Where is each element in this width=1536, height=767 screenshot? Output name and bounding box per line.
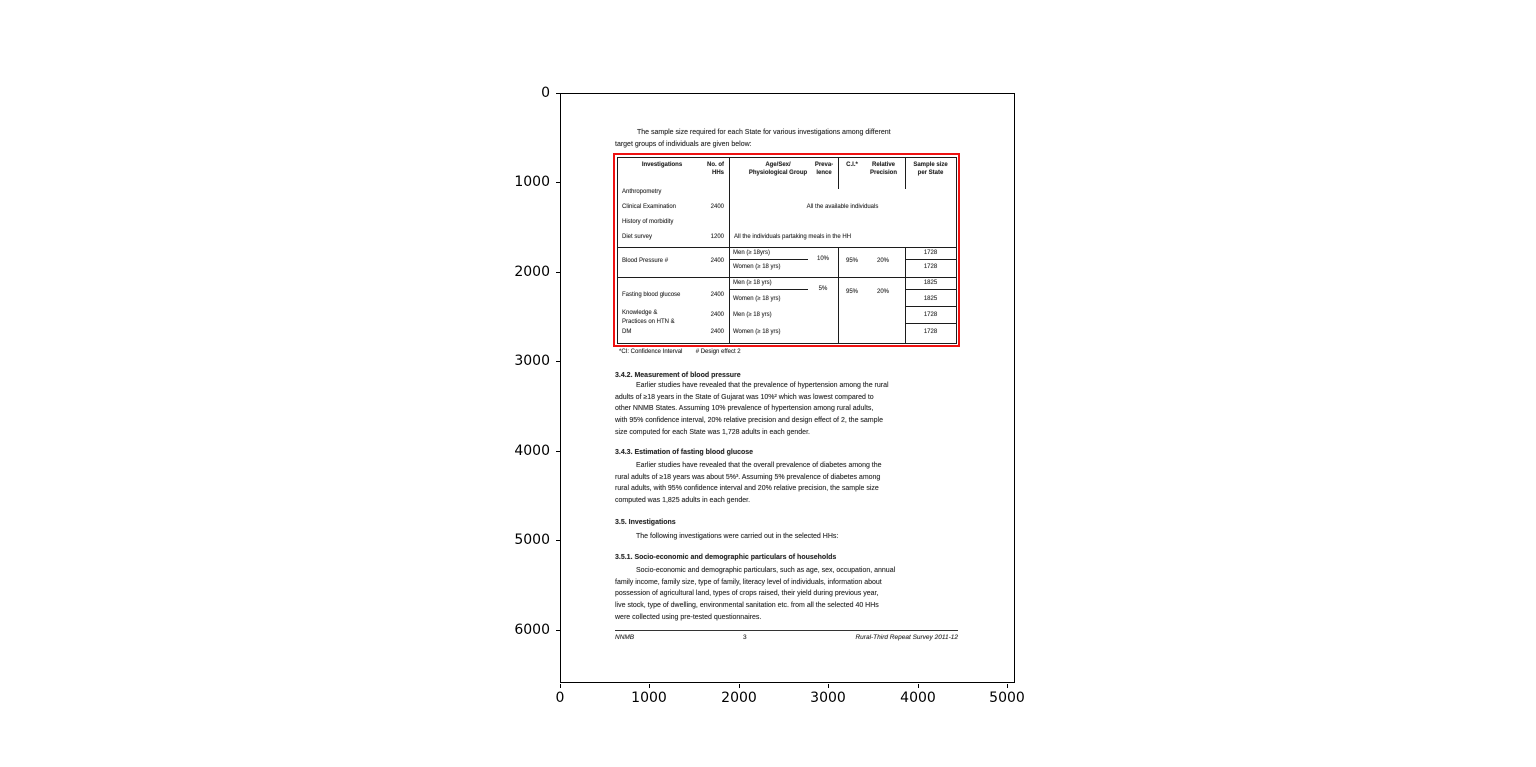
- table-cell: 95%: [845, 289, 858, 295]
- intro-line: target groups of individuals are given below:: [615, 141, 752, 148]
- table-line: [729, 289, 808, 290]
- table-line: [905, 259, 956, 260]
- x-tick-mark: [649, 684, 650, 688]
- page-number: 3: [743, 634, 747, 641]
- table-cell: Men (≥ 18 yrs): [733, 280, 772, 286]
- y-axis-tick: 1000: [514, 174, 550, 190]
- x-axis-tick: 5000: [989, 690, 1025, 706]
- table-cell: Fasting blood glucose: [622, 292, 681, 298]
- section-paragraph: [615, 565, 959, 623]
- table-cell: 95%: [845, 258, 858, 264]
- section-paragraph: [615, 460, 959, 507]
- text-line: size computed for each State was 1,728 adults in each gender.: [615, 428, 810, 436]
- table-cell: All the available individuals: [806, 204, 879, 210]
- table-cell: 1825: [923, 280, 938, 286]
- footer-left: NNMB: [615, 634, 635, 641]
- table-cell: Diet survey: [622, 234, 653, 240]
- table-cell: Women (≥ 18 yrs): [733, 296, 781, 302]
- y-axis-tick: 4000: [514, 443, 550, 459]
- table-cell: 1825: [923, 296, 938, 302]
- text-line: family income, family size, type of family, literacy level of individuals, information about: [615, 578, 882, 586]
- table-cell: History of morbidity: [622, 219, 674, 225]
- footer-right: Rural-Third Repeat Survey 2011-12: [855, 634, 958, 641]
- table-line: [838, 247, 839, 344]
- table-cell: 1728: [923, 264, 938, 270]
- y-axis-tick: 6000: [514, 622, 550, 638]
- x-tick-mark: [560, 684, 561, 688]
- section-heading: 3.4.3. Estimation of fasting blood glucose: [615, 449, 754, 456]
- section-heading: 3.4.2. Measurement of blood pressure: [615, 372, 741, 379]
- text-line: The following investigations were carried out in the selected HHs:: [636, 533, 839, 540]
- x-tick-mark: [739, 684, 740, 688]
- table-cell: 2400: [710, 204, 724, 210]
- table-cell: 5%: [818, 286, 828, 292]
- table-cell: Anthropometry: [622, 189, 662, 195]
- table-cell: 1200: [710, 234, 724, 240]
- table-cell: 1728: [923, 329, 938, 335]
- text-line: Earlier studies have revealed that the prevalence of hypertension among the rural: [636, 382, 889, 389]
- text-line: were collected using pre-tested questionnaires.: [615, 613, 762, 621]
- table-cell: Men (≥ 18 yrs): [733, 312, 772, 318]
- table-cell: 2400: [710, 292, 724, 298]
- col-header: C.I.*: [846, 162, 858, 168]
- col-header: lence: [816, 170, 832, 176]
- footer-rule: [615, 630, 958, 631]
- table-cell: 20%: [876, 258, 889, 264]
- text-line: possession of agricultural land, types of crops raised, their yield during previous year,: [615, 590, 879, 598]
- x-axis-tick: 1000: [631, 690, 667, 706]
- table-cell: Knowledge &: [622, 310, 658, 316]
- y-axis-tick: 3000: [514, 353, 550, 369]
- table-line: [905, 306, 956, 307]
- table-line: [729, 259, 808, 260]
- y-axis-tick: 2000: [514, 264, 550, 280]
- table-line: [905, 323, 956, 324]
- text-line: live stock, type of dwelling, environmental sanitation etc. from all the selected 40 HHs: [615, 602, 879, 610]
- x-tick-mark: [828, 684, 829, 688]
- text-line: other NNMB States. Assuming 10% prevalence of hypertension among rural adults,: [615, 405, 874, 413]
- y-axis-tick: 0: [541, 85, 550, 101]
- col-header: per State: [917, 170, 944, 176]
- table-line: [729, 158, 730, 344]
- table-footnote: *CI: Confidence Interval # Design effect 2: [619, 349, 741, 355]
- col-header: Sample size: [913, 162, 948, 168]
- col-header: No. of: [707, 162, 724, 168]
- x-axis-tick: 3000: [810, 690, 846, 706]
- table-line: [838, 158, 839, 189]
- text-line: Earlier studies have revealed that the overall prevalence of diabetes among the: [636, 462, 882, 469]
- text-line: rural adults of ≥18 years was about 5%³. Assuming 5% prevalence of diabetes among: [615, 473, 881, 481]
- x-axis-tick: 2000: [721, 690, 757, 706]
- col-header: Physiological Group: [748, 170, 808, 176]
- x-tick-mark: [1007, 684, 1008, 688]
- table-cell: Women (≥ 18 yrs): [733, 329, 781, 335]
- text-line: with 95% confidence interval, 20% relative precision and design effect of 2, the sample: [615, 417, 883, 425]
- col-header: HHs: [711, 170, 724, 176]
- page-footer: [615, 634, 958, 641]
- section-heading: 3.5.1. Socio-economic and demographic particulars of households: [615, 554, 837, 561]
- table-cell: 2400: [710, 258, 724, 264]
- x-axis-tick: 0: [555, 690, 565, 706]
- table-cell: Practices on HTN &: [622, 319, 675, 325]
- table-cell: DM: [622, 329, 632, 335]
- text-line: Socio-economic and demographic particulars, such as age, sex, occupation, annual: [636, 567, 896, 574]
- y-axis-tick: 5000: [514, 532, 550, 548]
- table-cell: 1728: [923, 250, 938, 256]
- section-heading: 3.5. Investigations: [615, 519, 676, 526]
- text-line: rural adults, with 95% confidence interval and 20% relative precision, the sample size: [615, 485, 879, 493]
- table-cell: 1728: [923, 312, 938, 318]
- col-header: Precision: [869, 170, 897, 176]
- table-cell: All the individuals partaking meals in the HH: [734, 234, 852, 240]
- col-header: Age/Sex/: [765, 162, 791, 168]
- table-cell: 10%: [816, 256, 829, 262]
- document-page: [561, 94, 1014, 682]
- table-cell: Women (≥ 18 yrs): [733, 264, 781, 270]
- x-tick-mark: [918, 684, 919, 688]
- table-cell: 2400: [710, 329, 724, 335]
- col-header: Preva-: [814, 162, 834, 168]
- table-cell: Clinical Examination: [622, 204, 677, 210]
- plot-axes: [560, 93, 1015, 683]
- table-line: [618, 247, 956, 248]
- table-line: [905, 289, 956, 290]
- col-header: Relative: [871, 162, 895, 168]
- sample-size-table: [617, 157, 957, 344]
- x-axis-tick: 4000: [900, 690, 936, 706]
- text-line: adults of ≥18 years in the State of Gujarat was 10%² which was lowest compared to: [615, 393, 874, 401]
- text-line: computed was 1,825 adults in each gender.: [615, 497, 751, 505]
- intro-line: The sample size required for each State for various investigations among different: [637, 129, 891, 136]
- section-paragraph: [615, 380, 959, 438]
- table-line: [618, 277, 956, 278]
- table-cell: 2400: [710, 312, 724, 318]
- col-header: Investigations: [641, 162, 683, 168]
- table-cell: Blood Pressure #: [622, 258, 669, 264]
- table-cell: 20%: [876, 289, 889, 295]
- table-cell: Men (≥ 18yrs): [733, 250, 770, 256]
